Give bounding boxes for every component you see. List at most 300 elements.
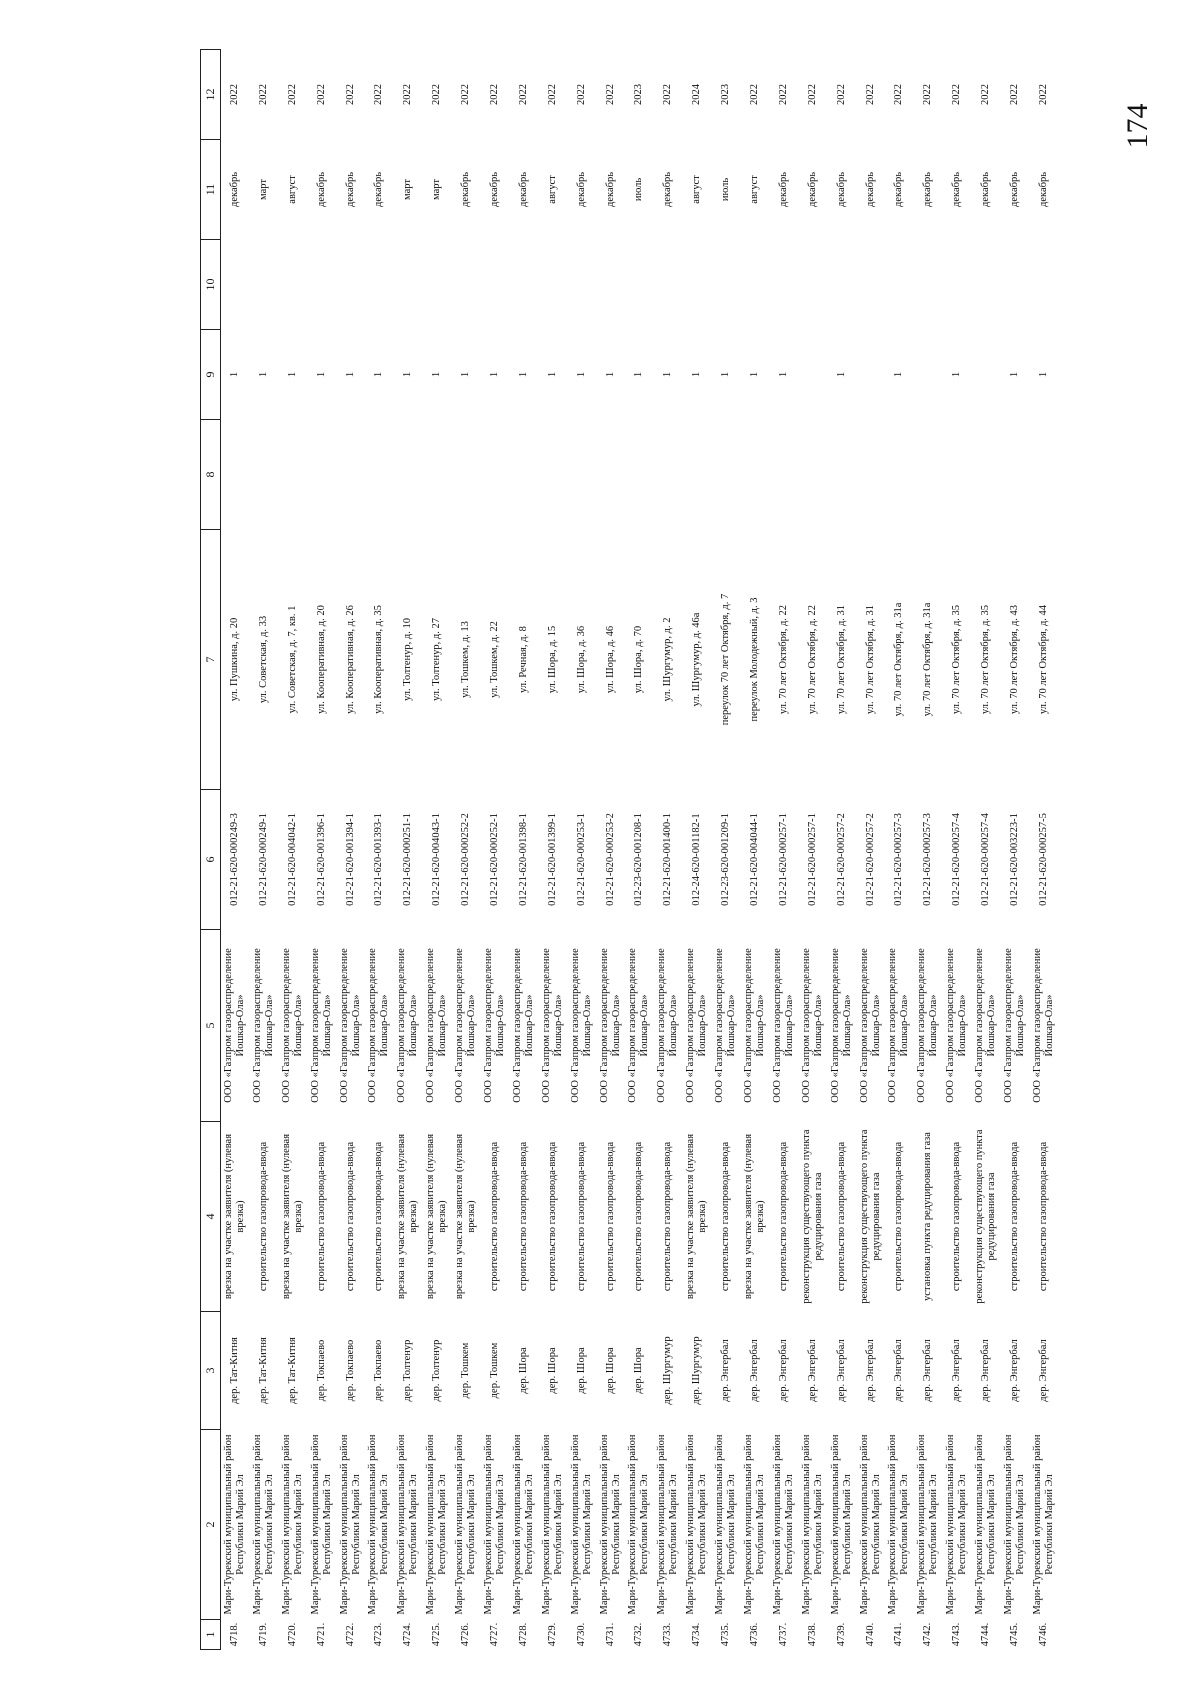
table-cell-col-12: 2022 [748, 84, 760, 105]
table-cell-col-3: дер. Энгербал [864, 1339, 876, 1402]
table-cell-col-5: ООО «Газпром газораспределение Йошкар-Ола» [887, 948, 911, 1103]
table-cell-col-7: ул. 70 лет Октября, д. 22 [777, 604, 789, 715]
table-cell-col-10 [452, 240, 481, 330]
table-row [827, 50, 856, 1650]
table-row [394, 50, 423, 1650]
table-cell-col-3: дер. Токпаево [315, 1339, 327, 1402]
column-header-7: 7 [201, 530, 221, 790]
table-cell-col-11: март [257, 179, 269, 200]
table-cell-col-1: 4736. [748, 1622, 760, 1647]
table-cell-col-1: 4720. [286, 1622, 298, 1647]
table-cell-col-6: 012-21-620-000257-4 [980, 813, 992, 906]
table-cell-col-1: 4726. [460, 1622, 472, 1647]
column-header-8: 8 [201, 420, 221, 530]
table-cell-col-3: дер. Толтенур [402, 1339, 414, 1402]
table-cell-col-3: дер. Тошкем [460, 1342, 472, 1399]
gasification-register-table [200, 49, 1058, 1650]
table-cell-col-3: дер. Энгербал [806, 1339, 818, 1402]
table-cell-col-10 [596, 240, 625, 330]
table-cell-col-4: строительство газопровода-ввода [777, 1141, 789, 1292]
table-cell-col-3: дер. Энгербал [1008, 1339, 1020, 1402]
table-row [567, 50, 596, 1650]
table-cell-col-1: 4733. [662, 1622, 674, 1647]
table-cell-col-11: декабрь [488, 172, 500, 207]
table-cell-col-4: строительство газопровода-ввода [315, 1141, 327, 1292]
table-cell-col-10 [856, 240, 885, 330]
table-row [654, 50, 683, 1650]
table-cell-col-6: 012-21-620-004043-1 [431, 813, 443, 906]
table-cell-col-1: 4721. [315, 1622, 327, 1647]
table-row [538, 50, 567, 1650]
table-cell-col-4: строительство газопровода-ввода [951, 1141, 963, 1292]
table-cell-col-6: 012-21-620-000257-2 [835, 813, 847, 906]
table-cell-col-7: ул. 70 лет Октября, д. 43 [1008, 604, 1020, 715]
table-cell-col-12: 2022 [460, 84, 472, 105]
table-cell-col-10 [1029, 240, 1058, 330]
table-cell-col-11: август [691, 175, 703, 204]
table-cell-col-9: 1 [604, 371, 616, 378]
table-cell-col-4: реконструкция существующего пункта редуцирования газа [800, 1129, 824, 1304]
table-cell-col-2: Мари-Турекский муниципальный район Республики Марий Эл [425, 1434, 449, 1615]
table-cell-col-12: 2022 [893, 84, 905, 105]
table-cell-col-7: переулок Молодежный, д. 3 [748, 597, 760, 722]
table-cell-col-5: ООО «Газпром газораспределение Йошкар-Ола» [223, 948, 247, 1103]
table-cell-col-2: Мари-Турекский муниципальный район Республики Марий Эл [482, 1434, 506, 1615]
table-cell-col-10 [654, 240, 683, 330]
table-cell-col-12: 2022 [1008, 84, 1020, 105]
table-cell-col-5: ООО «Газпром газораспределение Йошкар-Ола» [251, 948, 275, 1103]
table-cell-col-2: Мари-Турекский муниципальный район Республики Марий Эл [829, 1434, 853, 1615]
table-cell-col-7: ул. Кооперативная, д. 26 [344, 605, 356, 714]
table-row [914, 50, 943, 1650]
table-cell-col-5: ООО «Газпром газораспределение Йошкар-Ола» [627, 948, 651, 1103]
table-row [683, 50, 712, 1650]
table-cell-col-8 [856, 420, 885, 530]
table-cell-col-2: Мари-Турекский муниципальный район Республики Марий Эл [916, 1434, 940, 1615]
table-cell-col-8 [654, 420, 683, 530]
table-cell-col-9: 1 [893, 371, 905, 378]
table-row [856, 50, 885, 1650]
table-cell-col-3: дер. Энгербал [1037, 1339, 1049, 1402]
table-cell-col-8 [481, 420, 510, 530]
table-cell-col-1: 4724. [402, 1622, 414, 1647]
table-cell-col-3: дер. Шора [517, 1347, 529, 1394]
table-cell-col-3: дер. Шора [546, 1347, 558, 1394]
table-cell-col-8 [249, 420, 278, 530]
table-cell-col-12: 2022 [373, 84, 385, 105]
table-cell-col-1: 4740. [864, 1622, 876, 1647]
table-row [798, 50, 827, 1650]
table-cell-col-9: 1 [229, 371, 241, 378]
table-cell-col-3: дер. Токпаево [373, 1339, 385, 1402]
table-cell-col-9: 1 [691, 371, 703, 378]
table-cell-col-8 [827, 420, 856, 530]
table-row [972, 50, 1001, 1650]
table-row [712, 50, 741, 1650]
table-header [201, 50, 221, 1650]
table-cell-col-11: декабрь [1037, 172, 1049, 207]
table-cell-col-12: 2024 [691, 84, 703, 105]
table-cell-col-5: ООО «Газпром газораспределение Йошкар-Ола» [511, 948, 535, 1103]
table-cell-col-8 [307, 420, 336, 530]
table-cell-col-5: ООО «Газпром газораспределение Йошкар-Ола» [425, 948, 449, 1103]
table-cell-col-4: врезка на участке заявителя (нулевая врезка) [685, 1133, 709, 1300]
table-cell-col-6: 012-21-620-001399-1 [546, 813, 558, 906]
table-cell-col-4: строительство газопровода-ввода [1037, 1141, 1049, 1292]
table-cell-col-4: врезка на участке заявителя (нулевая врезка) [425, 1133, 449, 1300]
table-cell-col-11: декабрь [777, 172, 789, 207]
table-cell-col-12: 2022 [662, 84, 674, 105]
table-cell-col-6: 012-23-620-001208-1 [633, 813, 645, 906]
table-cell-col-2: Мари-Турекский муниципальный район Республики Марий Эл [454, 1434, 478, 1615]
table-cell-col-6: 012-21-620-001393-1 [373, 813, 385, 906]
table-cell-col-11: декабрь [951, 172, 963, 207]
table-cell-col-1: 4719. [257, 1622, 269, 1647]
table-cell-col-4: установка пункта редуцирования газа [922, 1132, 934, 1301]
table-row [596, 50, 625, 1650]
table-cell-col-5: ООО «Газпром газораспределение Йошкар-Ола» [309, 948, 333, 1103]
table-cell-col-11: июль [720, 177, 732, 202]
table-cell-col-12: 2023 [633, 84, 645, 105]
table-cell-col-12: 2022 [315, 84, 327, 105]
table-cell-col-10 [509, 240, 538, 330]
table-cell-col-11: декабрь [835, 172, 847, 207]
table-cell-col-11: декабрь [662, 172, 674, 207]
table-cell-col-6: 012-21-620-000253-1 [575, 813, 587, 906]
table-row [221, 50, 250, 1650]
table-cell-col-1: 4741. [893, 1622, 905, 1647]
table-cell-col-6: 012-21-620-000257-2 [864, 813, 876, 906]
table-cell-col-2: Мари-Турекский муниципальный район Республики Марий Эл [338, 1434, 362, 1615]
table-cell-col-10 [394, 240, 423, 330]
table-cell-col-7: ул. Шора, д. 70 [633, 625, 645, 694]
table-cell-col-9 [798, 330, 827, 420]
table-cell-col-6: 012-23-620-001209-1 [720, 813, 732, 906]
table-cell-col-1: 4745. [1008, 1622, 1020, 1647]
table-cell-col-11: декабрь [604, 172, 616, 207]
column-header-6: 6 [201, 790, 221, 930]
table-cell-col-5: ООО «Газпром газораспределение Йошкар-Ола» [800, 948, 824, 1103]
table-cell-col-4: строительство газопровода-ввода [633, 1141, 645, 1292]
table-cell-col-7: ул. Кооперативная, д. 20 [315, 605, 327, 714]
table-cell-col-7: ул. 70 лет Октября, д. 31а [893, 602, 905, 717]
table-cell-col-6: 012-21-620-000249-3 [229, 813, 241, 906]
table-cell-col-10 [914, 240, 943, 330]
table-cell-col-11: август [286, 175, 298, 204]
table-cell-col-1: 4742. [922, 1622, 934, 1647]
column-header-10: 10 [201, 240, 221, 330]
table-cell-col-3: дер. Шора [575, 1347, 587, 1394]
table-cell-col-9: 1 [1008, 371, 1020, 378]
table-cell-col-4: врезка на участке заявителя (нулевая врезка) [223, 1133, 247, 1300]
table-cell-col-7: ул. Шургумур, д. 46а [691, 612, 703, 707]
table-cell-col-5: ООО «Газпром газораспределение Йошкар-Ола» [338, 948, 362, 1103]
table-cell-col-12: 2023 [720, 84, 732, 105]
table-cell-col-6: 012-21-620-000257-5 [1037, 813, 1049, 906]
table-cell-col-7: ул. 70 лет Октября, д. 44 [1037, 604, 1049, 715]
table-cell-col-10 [625, 240, 654, 330]
table-cell-col-2: Мари-Турекский муниципальный район Республики Марий Эл [656, 1434, 680, 1615]
table-cell-col-10 [423, 240, 452, 330]
table-cell-col-12: 2022 [1037, 84, 1049, 105]
table-cell-col-10 [885, 240, 914, 330]
table-cell-col-2: Мари-Турекский муниципальный район Республики Марий Эл [800, 1434, 824, 1615]
table-cell-col-5: ООО «Газпром газораспределение Йошкар-Ола» [367, 948, 391, 1103]
table-cell-col-4: строительство газопровода-ввода [604, 1141, 616, 1292]
table-cell-col-6: 012-21-620-001394-1 [344, 813, 356, 906]
table-cell-col-2: Мари-Турекский муниципальный район Республики Марий Эл [1031, 1434, 1055, 1615]
table-cell-col-12: 2022 [229, 84, 241, 105]
table-cell-col-7: ул. 70 лет Октября, д. 22 [806, 604, 818, 715]
table-cell-col-4: врезка на участке заявителя (нулевая врезка) [280, 1133, 304, 1300]
table-cell-col-5: ООО «Газпром газораспределение Йошкар-Ола» [396, 948, 420, 1103]
table-cell-col-2: Мари-Турекский муниципальный район Республики Марий Эл [858, 1434, 882, 1615]
table-cell-col-10 [683, 240, 712, 330]
table-cell-col-7: ул. Советская, д. 7, кв. 1 [286, 605, 298, 714]
table-cell-col-5: ООО «Газпром газораспределение Йошкар-Ола» [916, 948, 940, 1103]
table-cell-col-2: Мари-Турекский муниципальный район Республики Марий Эл [251, 1434, 275, 1615]
table-cell-col-6: 012-21-620-000257-1 [806, 813, 818, 906]
table-cell-col-8 [769, 420, 798, 530]
column-header-11: 11 [201, 140, 221, 240]
table-cell-col-11: март [402, 179, 414, 200]
table-cell-col-2: Мари-Турекский муниципальный район Республики Марий Эл [223, 1434, 247, 1615]
table-cell-col-9: 1 [835, 371, 847, 378]
table-cell-col-7: переулок 70 лет Октября, д. 7 [720, 593, 732, 726]
table-cell-col-6: 012-21-620-004044-1 [748, 813, 760, 906]
table-cell-col-12: 2022 [402, 84, 414, 105]
table-cell-col-11: август [546, 175, 558, 204]
table-cell-col-7: ул. Шора, д. 15 [546, 625, 558, 694]
table-cell-col-6: 012-21-620-000252-2 [460, 813, 472, 906]
table-cell-col-12: 2022 [431, 84, 443, 105]
table-cell-col-1: 4738. [806, 1622, 818, 1647]
table-cell-col-2: Мари-Турекский муниципальный район Республики Марий Эл [280, 1434, 304, 1615]
table-cell-col-4: строительство газопровода-ввода [488, 1141, 500, 1292]
table-row [1001, 50, 1030, 1650]
column-header-1: 1 [201, 1620, 221, 1650]
table-cell-col-12: 2022 [806, 84, 818, 105]
table-cell-col-11: декабрь [517, 172, 529, 207]
table-cell-col-8 [423, 420, 452, 530]
table-cell-col-7: ул. Толтенур, д. 10 [402, 618, 414, 701]
column-header-12: 12 [201, 50, 221, 140]
table-cell-col-9: 1 [633, 371, 645, 378]
table-cell-col-10 [481, 240, 510, 330]
table-cell-col-2: Мари-Турекский муниципальный район Республики Марий Эл [396, 1434, 420, 1615]
table-cell-col-1: 4735. [720, 1622, 732, 1647]
table-cell-col-7: ул. 70 лет Октября, д. 35 [951, 604, 963, 715]
table-cell-col-9: 1 [720, 371, 732, 378]
table-cell-col-11: декабрь [922, 172, 934, 207]
table-cell-col-6: 012-21-620-000257-1 [777, 813, 789, 906]
table-cell-col-5: ООО «Газпром газораспределение Йошкар-Ола» [974, 948, 998, 1103]
table-cell-col-5: ООО «Газпром газораспределение Йошкар-Ола» [714, 948, 738, 1103]
table-cell-col-5: ООО «Газпром газораспределение Йошкар-Ола» [569, 948, 593, 1103]
table-cell-col-7: ул. Шора, д. 36 [575, 625, 587, 694]
table-cell-col-1: 4729. [546, 1622, 558, 1647]
table-cell-col-9: 1 [1037, 371, 1049, 378]
table-cell-col-9: 1 [662, 371, 674, 378]
table-cell-col-11: декабрь [373, 172, 385, 207]
table-cell-col-5: ООО «Газпром газораспределение Йошкар-Ола» [945, 948, 969, 1103]
table-cell-col-6: 012-21-620-004042-1 [286, 813, 298, 906]
table-cell-col-12: 2022 [517, 84, 529, 105]
table-cell-col-2: Мари-Турекский муниципальный район Республики Марий Эл [945, 1434, 969, 1615]
table-cell-col-9: 1 [257, 371, 269, 378]
table-cell-col-5: ООО «Газпром газораспределение Йошкар-Ола» [685, 948, 709, 1103]
table-cell-col-4: реконструкция существующего пункта редуцирования газа [974, 1129, 998, 1304]
table-cell-col-3: дер. Толтенур [431, 1339, 443, 1402]
rotated-table-area [200, 50, 1200, 1650]
table-cell-col-9: 1 [315, 371, 327, 378]
table-cell-col-10 [972, 240, 1001, 330]
table-cell-col-8 [712, 420, 741, 530]
table-cell-col-4: реконструкция существующего пункта редуцирования газа [858, 1129, 882, 1304]
table-cell-col-4: врезка на участке заявителя (нулевая врезка) [396, 1133, 420, 1300]
table-cell-col-12: 2022 [777, 84, 789, 105]
table-cell-col-11: декабрь [344, 172, 356, 207]
table-cell-col-4: строительство газопровода-ввода [257, 1141, 269, 1292]
table-cell-col-6: 012-21-620-000257-3 [893, 813, 905, 906]
table-cell-col-7: ул. 70 лет Октября, д. 35 [980, 604, 992, 715]
table-cell-col-9: 1 [517, 371, 529, 378]
table-cell-col-9: 1 [777, 371, 789, 378]
table-cell-col-6: 012-21-620-000252-1 [488, 813, 500, 906]
table-cell-col-5: ООО «Газпром газораспределение Йошкар-Ола» [1031, 948, 1055, 1103]
table-cell-col-8 [278, 420, 307, 530]
table-cell-col-1: 4728. [517, 1622, 529, 1647]
table-cell-col-8 [336, 420, 365, 530]
table-cell-col-12: 2022 [344, 84, 356, 105]
column-header-5: 5 [201, 930, 221, 1122]
table-cell-col-10 [827, 240, 856, 330]
table-cell-col-10 [278, 240, 307, 330]
table-cell-col-10 [538, 240, 567, 330]
table-cell-col-10 [769, 240, 798, 330]
table-cell-col-9 [914, 330, 943, 420]
table-cell-col-4: строительство газопровода-ввода [1008, 1141, 1020, 1292]
table-cell-col-8 [798, 420, 827, 530]
table-cell-col-11: декабрь [460, 172, 472, 207]
table-cell-col-8 [885, 420, 914, 530]
table-row [481, 50, 510, 1650]
table-cell-col-8 [914, 420, 943, 530]
table-cell-col-8 [567, 420, 596, 530]
table-cell-col-8 [509, 420, 538, 530]
table-cell-col-2: Мари-Турекский муниципальный район Республики Марий Эл [1002, 1434, 1026, 1615]
table-cell-col-1: 4731. [604, 1622, 616, 1647]
table-cell-col-3: дер. Энгербал [951, 1339, 963, 1402]
table-cell-col-6: 012-21-620-001398-1 [517, 813, 529, 906]
table-cell-col-10 [943, 240, 972, 330]
table-cell-col-3: дер. Энгербал [980, 1339, 992, 1402]
table-cell-col-3: дер. Энгербал [748, 1339, 760, 1402]
table-cell-col-4: строительство газопровода-ввода [662, 1141, 674, 1292]
table-cell-col-1: 4746. [1037, 1622, 1049, 1647]
table-cell-col-7: ул. Толтенур, д. 27 [431, 618, 443, 701]
table-cell-col-5: ООО «Газпром газораспределение Йошкар-Ола» [771, 948, 795, 1103]
table-cell-col-12: 2022 [980, 84, 992, 105]
table-cell-col-7: ул. 70 лет Октября, д. 31 [835, 604, 847, 715]
table-cell-col-2: Мари-Турекский муниципальный район Республики Марий Эл [309, 1434, 333, 1615]
table-cell-col-2: Мари-Турекский муниципальный район Республики Марий Эл [569, 1434, 593, 1615]
table-cell-col-12: 2022 [604, 84, 616, 105]
table-cell-col-10 [336, 240, 365, 330]
table-cell-col-3: дер. Энгербал [835, 1339, 847, 1402]
column-header-2: 2 [201, 1430, 221, 1620]
table-row [336, 50, 365, 1650]
table-cell-col-9: 1 [431, 371, 443, 378]
table-cell-col-6: 012-21-620-000253-2 [604, 813, 616, 906]
table-row [249, 50, 278, 1650]
table-cell-col-10 [221, 240, 250, 330]
table-cell-col-4: строительство газопровода-ввода [546, 1141, 558, 1292]
table-cell-col-10 [307, 240, 336, 330]
column-header-3: 3 [201, 1312, 221, 1430]
table-cell-col-11: декабрь [1008, 172, 1020, 207]
table-cell-col-2: Мари-Турекский муниципальный район Республики Марий Эл [540, 1434, 564, 1615]
table-cell-col-4: врезка на участке заявителя (нулевая врезка) [742, 1133, 766, 1300]
table-cell-col-2: Мари-Турекский муниципальный район Республики Марий Эл [742, 1434, 766, 1615]
table-row [365, 50, 394, 1650]
table-cell-col-2: Мари-Турекский муниципальный район Республики Марий Эл [511, 1434, 535, 1615]
table-cell-col-8 [943, 420, 972, 530]
table-cell-col-11: август [748, 175, 760, 204]
table-cell-col-5: ООО «Газпром газораспределение Йошкар-Ола» [829, 948, 853, 1103]
table-cell-col-12: 2022 [835, 84, 847, 105]
table-cell-col-4: строительство газопровода-ввода [517, 1141, 529, 1292]
table-cell-col-3: дер. Энгербал [720, 1339, 732, 1402]
table-cell-col-2: Мари-Турекский муниципальный район Республики Марий Эл [714, 1434, 738, 1615]
table-cell-col-7: ул. 70 лет Октября, д. 31а [922, 602, 934, 717]
table-cell-col-7: ул. 70 лет Октября, д. 31 [864, 604, 876, 715]
table-row [452, 50, 481, 1650]
table-cell-col-9: 1 [344, 371, 356, 378]
table-cell-col-12: 2022 [488, 84, 500, 105]
table-cell-col-1: 4730. [575, 1622, 587, 1647]
table-cell-col-8 [221, 420, 250, 530]
table-cell-col-8 [538, 420, 567, 530]
table-cell-col-3: дер. Тошкем [488, 1342, 500, 1399]
table-cell-col-11: декабрь [575, 172, 587, 207]
table-cell-col-9 [972, 330, 1001, 420]
table-cell-col-10 [712, 240, 741, 330]
table-cell-col-3: дер. Шургумур [662, 1336, 674, 1405]
table-cell-col-10 [741, 240, 770, 330]
table-cell-col-4: строительство газопровода-ввода [893, 1141, 905, 1292]
table-row [509, 50, 538, 1650]
table-cell-col-1: 4732. [633, 1622, 645, 1647]
table-cell-col-7: ул. Шургумур, д. 2 [662, 617, 674, 702]
table-cell-col-1: 4737. [777, 1622, 789, 1647]
table-cell-col-7: ул. Тошкем, д. 22 [488, 621, 500, 698]
table-cell-col-9: 1 [748, 371, 760, 378]
table-cell-col-9: 1 [951, 371, 963, 378]
table-cell-col-2: Мари-Турекский муниципальный район Республики Марий Эл [598, 1434, 622, 1615]
table-cell-col-6: 012-21-620-001396-1 [315, 813, 327, 906]
table-cell-col-10 [1001, 240, 1030, 330]
table-cell-col-11: декабрь [315, 172, 327, 207]
table-cell-col-9: 1 [546, 371, 558, 378]
table-cell-col-9: 1 [460, 371, 472, 378]
table-cell-col-6: 012-21-620-000257-4 [951, 813, 963, 906]
page-number: 174 [1121, 103, 1154, 149]
table-cell-col-6: 012-21-620-000257-3 [922, 813, 934, 906]
table-cell-col-8 [1029, 420, 1058, 530]
table-cell-col-4: строительство газопровода-ввода [720, 1141, 732, 1292]
table-cell-col-9: 1 [286, 371, 298, 378]
